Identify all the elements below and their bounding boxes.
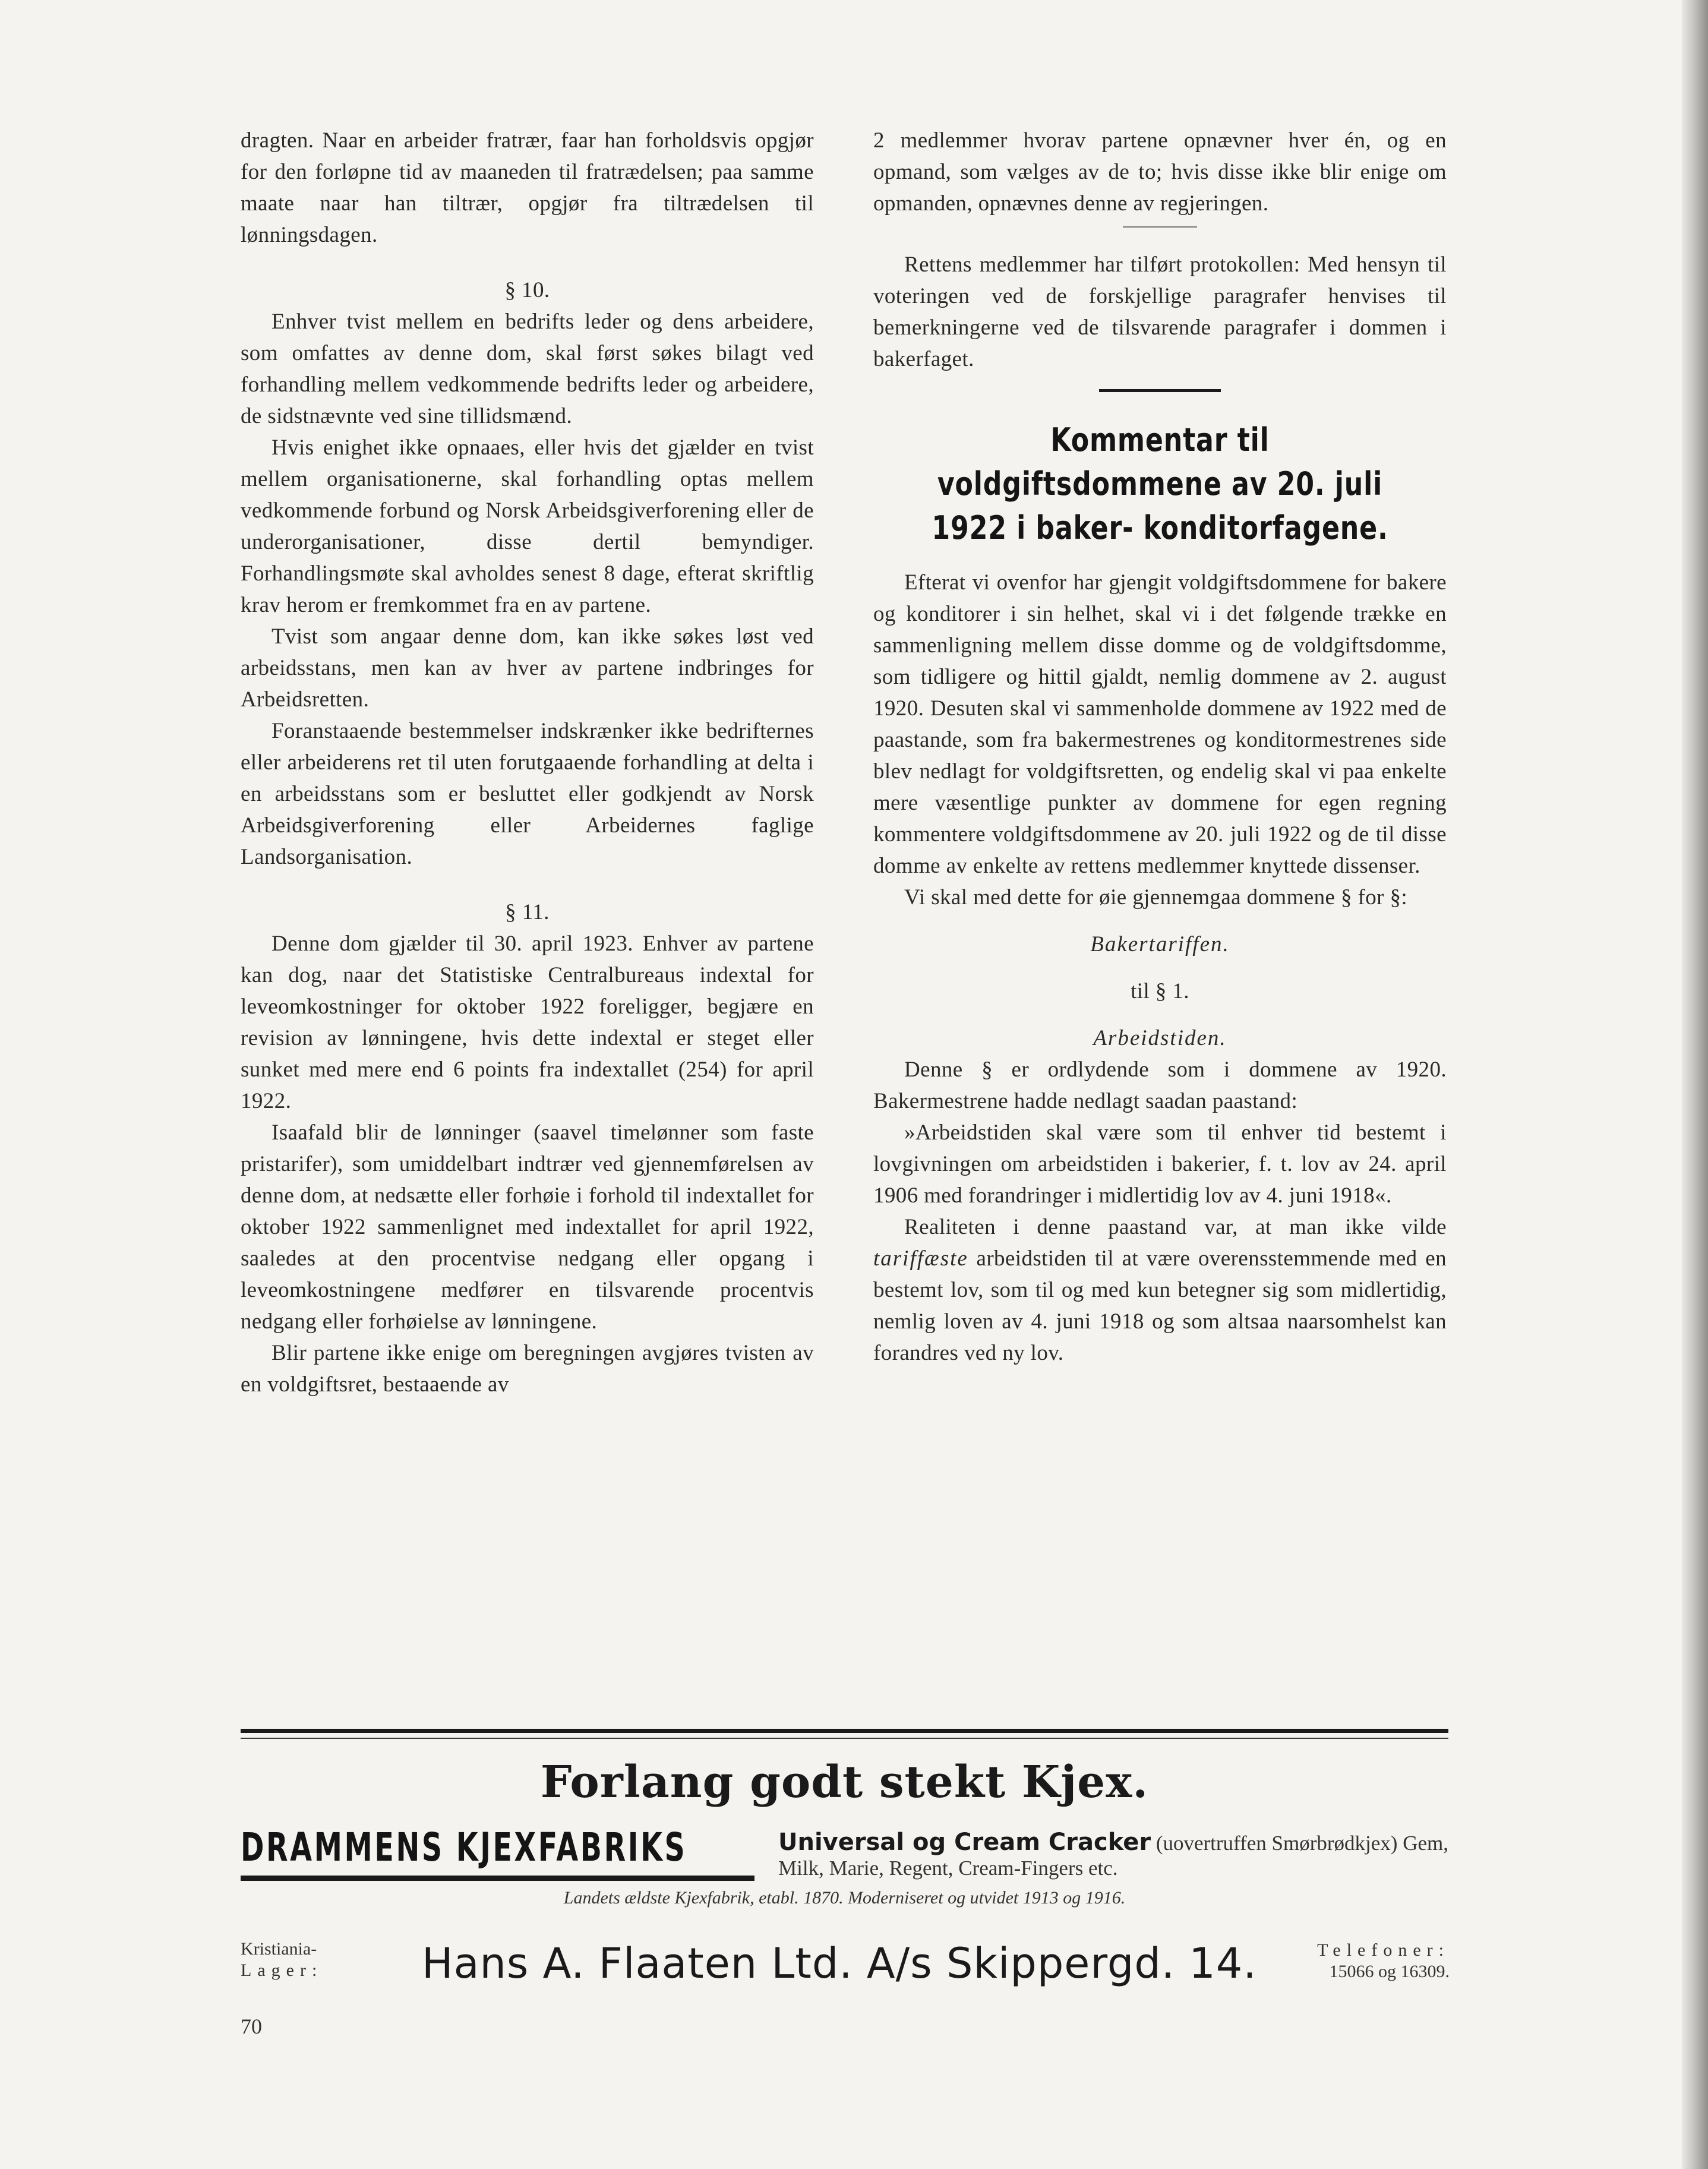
ad-phone (1265, 1940, 1450, 1982)
paragraph-11-1: Denne dom gjælder til 30. april 1923. Enhver av partene kan dog, naar det Statistiske Centralbureaus indextal for leveomkostninger for oktober 1922 foreligger, begjære en revision av lønningene, hvis dette indextal er steget eller sunket med mere end 6 points fra indextallet (254) for april 1922. (241, 932, 814, 1113)
ad-phone-numbers: 15066 og 16309. (1329, 1962, 1450, 1981)
article-headline: Kommentar til voldgiftsdommene av 20. juli 1922 i baker- konditorfagene. (932, 421, 1388, 547)
ad-company-name: Hans A. Flaaten Ltd. A/s Skippergd. 14. (422, 1939, 1257, 1988)
realiteten-text-b: arbeidstiden til at være overensstemmende med en bestemt lov, som til og med kun betegner sig som midlertidig, nemlig loven av 4. juni 1918 og som altsaa naarsomhelst kan forandres ved ny lov. (873, 1246, 1447, 1365)
ad-location-line2: Lager: (241, 1960, 323, 1980)
subheading-arbeidstiden: Arbeidstiden. (1093, 1026, 1227, 1050)
paragraph-rettens: Rettens medlemmer har tilført protokollen: Med hensyn til voteringen ved de forskjellige paragrafer henvises til bemerkningerne ved de tilsvarende paragrafer i dommen i bakerfaget. (873, 252, 1447, 371)
ad-tagline: Landets ældste Kjexfabrik, etabl. 1870. Moderniseret og utvidet 1913 og 1916. (563, 1888, 1126, 1908)
subheading-til-1: til § 1. (1131, 979, 1189, 1003)
paragraph-dragten: dragten. Naar en arbeider fratrær, faar han forholdsvis opgjør for den forløpne tid av maaneden til fratrædelsen; paa samme maate naar han tiltrær, opgjør fra tiltrædelsen til lønningsdagen. (241, 128, 814, 247)
paragraph-10-1: Enhver tvist mellem en bedrifts leder og dens arbeidere, som omfattes av denne dom, skal først søkes bilagt ved forhandling mellem vedkommende bedrifts leder og arbeidere, de sidstnævnte ved sine tillidsmænd. (241, 310, 814, 428)
paragraph-11-2: Isaafald blir de lønninger (saavel timelønner som faste pristarifer), som umiddelbart indtrær ved gjennemførelsen av denne dom, at nedsætte eller forhøie i forhold til indextallet for oktober 1922 sammenlignet med indextallet for april 1922, saaledes at den procentvise nedgang eller opgang i leveomkostningene medfører en tilsvarende procentvis nedgang eller forhøielse av lønningene. (241, 1120, 814, 1334)
ad-product-lead: Universal og Cream Cracker (778, 1829, 1151, 1856)
ad-location-line1: Kristiania- (241, 1939, 317, 1959)
paragraph-10-2: Hvis enighet ikke opnaaes, eller hvis det gjælder en tvist mellem organisationerne, skal forhandling optas mellem vedkommende forbund og Norsk Arbeidsgiverforening eller de underorganisationer, disse dertil bemyndiger. Forhandlingsmøte skal avholdes senest 8 dage, efterat skriftlig krav herom er fremkommet fra en av partene. (241, 435, 814, 617)
paragraph-10-4: Foranstaaende bestemmelser indskrænker ikke bedrifternes eller arbeiderens ret til uten forutgaaende forhandling at delta i en arbeidsstans som er besluttet eller godkjendt av Norsk Arbeidsgiverforening eller Arbeidernes faglige Landsorganisation. (241, 719, 814, 869)
ad-product-rest: (uovertruffen Smørbrødkjex) Gem, Milk, Marie, Regent, Cream-Fingers etc. (778, 1832, 1448, 1880)
paragraph-quote: »Arbeidstiden skal være som til enhver tid bestemt i lovgivningen om arbeidstiden i bakerier, f. t. lov av 24. april 1906 med forandringer i midlertidig lov av 4. juni 1918«. (873, 1120, 1447, 1208)
paragraph-vi-skal: Vi skal med dette for øie gjennemgaa dommene § for §: (904, 885, 1408, 910)
ad-top-rule (241, 1729, 1448, 1733)
paragraph-efterat: Efterat vi ovenfor har gjengit voldgiftsdommene for bakere og konditorer i sin helhet, skal vi i det følgende trække en sammenligning mellem disse domme og de voldgiftsdomme, som tidligere og hittil gjaldt, nemlig dommene av 2. august 1920. Desuten skal vi sammenholde dommene av 1922 med de paastande, som fra bakermestrenes og konditormestrenes side blev nedlagt for voldgiftsretten, og endelig skal vi paa enkelte mere væsentlige punkter av dommene for egen regning kommentere voldgiftsdommene av 20. juli 1922 og de til disse domme av enkelte av rettens medlemmer knyttede dissenser. (873, 570, 1447, 878)
ad-location (241, 1938, 323, 1981)
ad-phone-label: Telefoner: (1317, 1940, 1450, 1960)
realiteten-emphasis: tariffæste (873, 1246, 968, 1271)
ad-slogan: Forlang godt stekt Kjex. (540, 1757, 1149, 1808)
ad-top-rule-thin (241, 1738, 1448, 1739)
section-heading-10: § 10. (504, 278, 550, 302)
separator-rule (1123, 226, 1197, 228)
section-heading-11: § 11. (505, 900, 550, 924)
paragraph-continuation: 2 medlemmer hvorav partene opnævner hver én, og en opmand, som vælges av de to; hvis disse ikke blir enige om opmanden, opnævnes denne av regjeringen. (873, 128, 1447, 216)
subheading-bakertariffen: Bakertariffen. (1090, 932, 1230, 956)
paragraph-realiteten (873, 1211, 1447, 1369)
left-column (241, 125, 814, 1400)
right-column (873, 125, 1447, 1369)
realiteten-text-a: Realiteten i denne paastand var, at man ikke vilde (904, 1215, 1447, 1239)
ad-brand-underline (241, 1876, 754, 1881)
paragraph-denne: Denne § er ordlydende som i dommene av 1920. Bakermestrene hadde nedlagt saadan paastand: (873, 1057, 1447, 1113)
paragraph-10-3: Tvist som angaar denne dom, kan ikke søkes løst ved arbeidsstans, men kan av hver av partene indbringes for Arbeidsretten. (241, 624, 814, 712)
page-number: 70 (241, 2015, 262, 2038)
section-divider (1099, 389, 1221, 392)
ad-brand-name: DRAMMENS KJEXFABRIKS (241, 1824, 687, 1870)
ad-product-list (778, 1830, 1448, 1881)
page-edge-shadow (1682, 0, 1708, 2169)
paragraph-11-3: Blir partene ikke enige om beregningen avgjøres tvisten av en voldgiftsret, bestaaende av (241, 1341, 814, 1397)
